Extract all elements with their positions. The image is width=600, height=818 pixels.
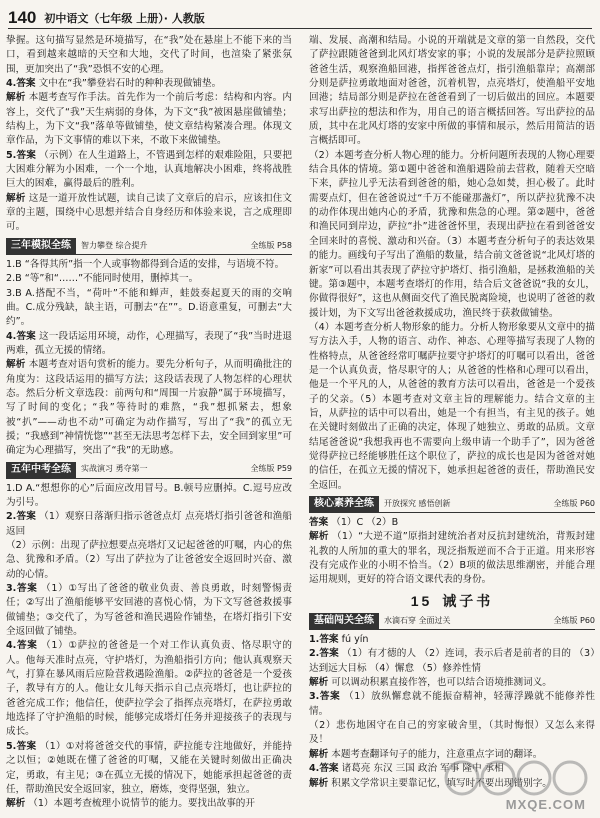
analysis-label: 解析 [6, 192, 26, 204]
answer-block [309, 690, 595, 719]
analysis-block [6, 91, 292, 148]
answer-label: 3.答案 [6, 583, 38, 595]
paragraph: （2）示例：出现了萨拉想要点亮塔灯又记起爸爸的叮嘱，内心的焦急、犹豫和矛盾。（2）写出了萨拉为了让爸爸安全返回时兴奋、激动的心情。 [6, 540, 292, 580]
analysis-label: 解析 [6, 92, 26, 104]
analysis-label: 解析 [6, 798, 26, 810]
answer-label: 5.答案 [6, 740, 37, 752]
chapter-title: 诫子书 [442, 593, 494, 610]
section-bar-five-year [6, 462, 292, 479]
answer-label: 4.答案 [6, 640, 38, 652]
chapter-number: 15 [410, 592, 433, 609]
section-page-ref: 全练版 P59 [250, 464, 292, 474]
analysis-text: 可以调动积累直接作答，也可以结合语境推测词义。 [328, 677, 552, 689]
paragraph: 挚握。这句描写显然是环境描写，在“我”处在悬崖上不能下来的当口，看到越来越暗的天空和大地，交代了时间，也渲染了紧张氛围，更加突出了“我”恐惧不安的心理。 [6, 35, 292, 75]
analysis-block [6, 192, 292, 235]
answer-text: （1）①对将爸爸交代的事情，萨拉能专注地做好，并能持之以恒；②她既在懂了爸爸的叮嘱，又能在关键时刻做出正确决定，勇敢，有主见；③在孤立无援的情况下，她能承担起爸爸的责任，帮助渔民安全返回家，独立，磨炼，变得坚强，独立。 [6, 740, 292, 795]
answer-text: （1）①写出了爸爸的敬业负责、善良勇敢，时刻警惕责任；②写出了渔船能够平安回港的喜悦心情，为下文写爸爸救援事做铺垫；③交代了，为写爸爸和渔民遇险作铺垫，在塔灯指引下安全返回做了铺垫。 [6, 583, 292, 638]
answer-text: （1）放纵懈怠就不能振奋精神，轻薄浮躁就不能修养性情。 [309, 691, 595, 717]
analysis-text: 本题考查对语句赏析的能力。要先分析句子，从而明确批注的角度为：这段话运用的描写方法；这段话表现了人物怎样的心理状态。然后分析文章选段：前两句和“周围一片寂静”属于环境描写，写了时间的变化；“我”等待时的难熬，“我”想抓紧去，想象被“扒”——动也不动”可确定为动作描写，写出了“我”的孤立无援；“我感到”神情恍惚”“甚至无法思考怎样下去，安全回到家里”可确定为心理描写，突出了“我”的无助感。 [6, 359, 292, 457]
answer-block [6, 330, 292, 359]
paragraph: （4）本题考查分析人物形象的能力。分析人物形象要从文章中的描写方法入手，人物的语言、动作、神态、心理等描写表现了人物的性格特点，从爸爸经常叮嘱萨拉要守护塔灯的叮嘱可以看出，爸爸是一个认真负责，恪尽职守的人；从爸爸的性格和心理可以看出，他是一个平凡的人，从爸爸的教育方法可以看出，爸爸是一个爱孩子的父亲。（5）本题考查对文章主旨的理解能力。结合文章的主旨，从萨拉的话中可以看出，她是一个有担当，有主见的孩子。她在关键时刻做出了正确的决定，体现了她独立、勇敢的品质。文章结尾爸爸说“我想我再也不需要向上级申请一个助手了”，因为爸爸觉得萨拉已经能够胜任这个职位了，萨拉的成长也是因为爸爸对她的信任，在孤立无援的情况下，她承担起爸爸的责任，帮助渔民安全返回。 [309, 321, 595, 491]
question-item: 2.B “等”和“……”不能同时使用，删掉其一。 [6, 273, 199, 285]
answer-label: 4.答案 [6, 78, 36, 90]
analysis-label: 解析 [309, 677, 329, 689]
answer-label: 4.答案 [6, 330, 36, 342]
section-tag: 五年中考全练 [6, 462, 76, 478]
answer-label: 答案 [309, 517, 329, 528]
answer-text: 这一段话运用环境，动作，心理描写，表现了“我”当时进退两难，孤立无援的情绪。 [6, 330, 292, 356]
answer-label: 3.答案 [309, 691, 341, 703]
answer-text: （1）①萨拉的爸爸是一个对工作认真负责、恪尽职守的人。他每天准时点亮，守护塔灯，为渔船指引方向；他认真观察天气，打算在暴风雨后应险营救遇险渔船。②萨拉的爸爸是一个爱孩子，教导有方的人。他让女儿每天指示自己点亮塔灯，也让萨拉的爸爸完成工作；他信任，使萨拉学会了指挥点亮塔灯，在萨拉勇敢地选择了守护渔船的时候，能够完成塔灯任务并迎接孩子的表现与成长。 [6, 640, 292, 738]
answer-text: fú yín [338, 634, 369, 646]
answer-text: 诸葛亮 东汉 三国 政治 军事 隆中 承相 [338, 763, 504, 775]
analysis-block [6, 358, 292, 458]
book-title: 初中语文（七年级 上册）· 人教版 [44, 12, 205, 25]
analysis-block [309, 530, 595, 587]
answer-block [6, 740, 292, 797]
analysis-block [309, 676, 595, 690]
page-number: 140 [8, 8, 37, 27]
analysis-label: 解析 [6, 359, 26, 371]
answer-block [6, 582, 292, 639]
answer-text: 文中在“我”攀登岩石时的种种表现做铺垫。 [35, 78, 222, 90]
section-page-ref: 全练版 P60 [553, 498, 595, 508]
answer-text: （示例）在人生道路上，不管遇到怎样的艰难险阻，只要把大困难分解为小困难，一个一个地，认真地解决小困难，终将战胜巨大的困难，赢得最后的胜利。 [6, 149, 292, 190]
answer-block [6, 639, 292, 739]
section-bar-core [309, 496, 595, 513]
paragraph: （2）本题考查分析人物心理的能力。分析问题所表现的人物心理要结合具体的情境。第①题中爸爸和渔船遇险前去营救，随着天空暗下来，萨拉儿乎无法看到爸爸的船，她心急如焚，担心极了。此时需要点灯，但在爸爸说过“千万不能碰那盏灯”，所以萨拉犹豫不决的动作体现出她内心的矛盾，犹豫和焦急的心理。第②题中，爸爸和渔民同到岸边，萨拉“扑”进爸爸怀里，表现出萨拉在看到爸爸安全回来时的喜悦、激动和兴奋。（3）本题考查分析句子的表达效果的能力。画线句子写出了渔船的数量，结合前文爸爸说“北风灯塔的新家”可以看出其表现了萨拉守护塔灯、指引渔船，是拯救渔船的关键。第③题中，本题考查塔灯的作用，结合后文爸爸说“我的女儿，你做得很好”，这也从侧面交代了渔民脱离险境，也说明了爸爸的救援计划，为下文写出爸爸救援成功，渔民终于获救做铺垫。 [309, 149, 595, 319]
question-item: 1.B “各得其所”指一个人或事物都得到合适的安排，与语境不符。 [6, 258, 285, 270]
section-subtitle: 实战演习 勇夺第一 [81, 464, 148, 474]
watermark-text: MXQE.COM [505, 797, 586, 812]
section-subtitle: 智力攀登 综合提升 [81, 240, 148, 250]
answer-label: 2.答案 [309, 648, 339, 660]
answer-block [6, 149, 292, 192]
question-item: 1.D A.“想想你的心”后面应改用冒号。B.顿号应删掉。C.逗号应改为引号。 [6, 482, 292, 508]
page-header [8, 6, 592, 29]
question-item: 3.B A.搭配不当，“荷叶”不能和蝉声，蛙鼓奏起夏天的雨的交响曲。C.成分残缺，缺主语，可删去“在””。D.语意重复，可删去“大约”。 [6, 287, 292, 328]
section-page-ref: 全练版 P60 [553, 615, 595, 625]
answer-text: （1）观察日落渐归指示爸爸点灯 点亮塔灯指引爸爸和渔船返回 [6, 511, 292, 537]
analysis-block [6, 797, 292, 811]
analysis-text: （1）“大逆不道”原指封建统治者对反抗封建统治，背叛封建礼教的人所加的重大的罪名，现泛指叛逆而不合于正道。用来形容没有完成作业的小明不恰当。（2）B项的做法思维潮密，并能合理运用规则，更好的符合语文课代表的身份。 [309, 531, 596, 586]
section-tag: 基础闯关全练 [309, 613, 379, 629]
section-subtitle: 水滴石穿 全面过关 [384, 615, 451, 625]
section-bar-three-year [6, 238, 292, 255]
analysis-text: 本题考查写作手法。首先作为一个前后考虑：结构和内容。内容上，交代了“我”天生病弱的身体，为下文“我”被困悬崖做铺垫；结构上，为下文“我”落单等做铺垫，使文章结构紧凑合理。体现文章作品，为下文事情的难以下来，不敢下来做铺垫。 [6, 92, 292, 147]
section-tag: 核心素养全练 [309, 496, 379, 512]
section-bar-basic [309, 613, 595, 630]
answer-label: 4.答案 [309, 763, 339, 775]
analysis-label: 解析 [309, 748, 329, 760]
section-page-ref: 全练版 P58 [250, 240, 292, 250]
answer-label: 2.答案 [6, 511, 36, 523]
left-column [6, 34, 292, 812]
answer-block [6, 77, 292, 91]
answer-label: 5.答案 [6, 149, 36, 161]
analysis-text: 本题考查翻译句子的能力，注意重点字词的翻译。 [328, 748, 543, 760]
answer-label: 1.答案 [309, 634, 339, 646]
section-subtitle: 开放探究 感悟创新 [384, 498, 451, 508]
answer-text: （1）有才德的人 （2）连词，表示后者是前者的目的 （3）达到远大目标 （4）懈怠 （5）修养性情 [309, 648, 595, 674]
answer-text: （1）C （2）B [328, 517, 399, 528]
analysis-label: 解析 [309, 531, 329, 543]
paragraph: 端、发展、高潮和结局。小说的开端就是文章的第一自然段，交代了萨拉跟随爸爸到北风灯塔安家的事；小说的发展部分是萨拉照顾爸爸生活，观察渔船回港，指挥爸爸点灯，指引渔船靠岸；高潮部分则是萨拉勇敢地面对爸爸，沉着机智，点亮塔灯，使渔船平安地回港；结局部分则是萨拉在爸爸看到了一切后做出的回应。本题要求写出萨拉的想法和作为，用自己的语言概括回答。写出萨拉的品质，其中在北风灯塔的安家中所做的事情和展示，然后用简洁的语言概括即可。 [309, 35, 595, 147]
analysis-label: 解析 [309, 777, 329, 789]
section-tag: 三年模拟全练 [6, 238, 76, 254]
right-column [309, 34, 595, 791]
answer-block [309, 516, 595, 530]
answer-block [309, 647, 595, 676]
paragraph: （2）悲伤地困守在自己的穷家破舍里，（其时悔恨）又怎么来得及！ [309, 720, 595, 746]
chapter-heading [309, 594, 595, 609]
analysis-text: 这是一道开放性试题，读自己读了文章后的启示，应该扣住文章的主题，围绕中心思想并结合自身经历和体验来说，言之成理即可。 [6, 192, 292, 233]
answer-block [309, 633, 595, 647]
analysis-text: 积累文学常识主要靠记忆，填写时不要出现错别字。 [328, 777, 552, 789]
analysis-text: （1）本题考查梳理小说情节的能力。要找出故事的开 [25, 798, 255, 810]
answer-block [6, 510, 292, 539]
